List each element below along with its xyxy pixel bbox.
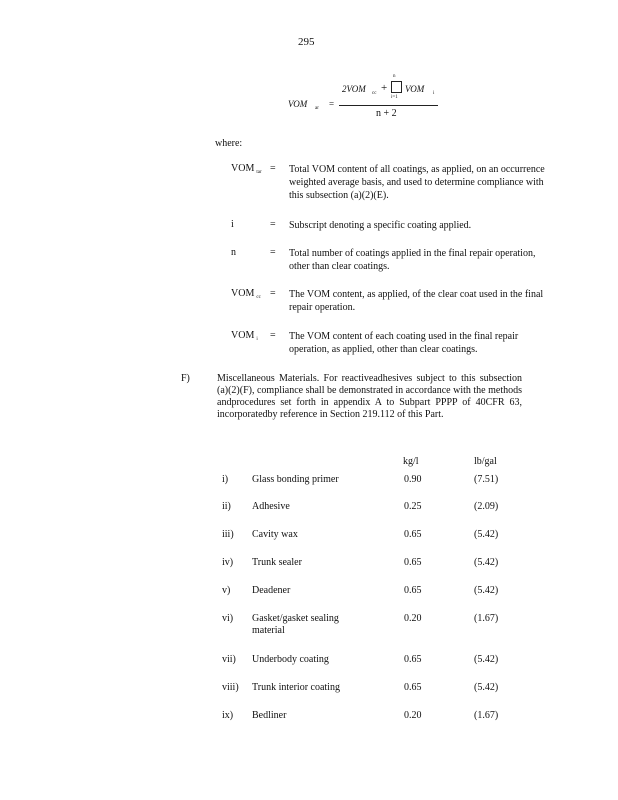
definition-equals: = — [270, 288, 276, 299]
definition-term — [231, 219, 234, 230]
definition-equals: = — [270, 247, 276, 258]
material-name: Cavity wax — [252, 529, 298, 540]
value-lb: (5.42) — [474, 682, 499, 693]
value-lb: (5.42) — [474, 654, 499, 665]
value-kg: 0.65 — [404, 557, 422, 568]
value-kg: 0.65 — [404, 585, 422, 596]
definition-term — [231, 288, 261, 300]
material-name: Glass bonding primer — [252, 474, 339, 485]
term-subscript: cc — [256, 295, 261, 300]
material-name: Gasket/gasket sealing material — [252, 613, 339, 636]
value-kg: 0.65 — [404, 654, 422, 665]
term-subscript: tar — [256, 170, 262, 175]
term-text: VOM — [231, 163, 255, 174]
row-number: vi) — [222, 613, 234, 624]
term-text: i — [231, 219, 234, 230]
fraction-bar — [339, 105, 438, 106]
term-text: VOM — [231, 330, 255, 341]
term-text: n — [231, 247, 236, 258]
definition-equals: = — [270, 219, 276, 230]
definition-text: Total VOM content of all coatings, as applied, on an occurrence weighted average basis, and used to determine compliance with this subsection (a)(2)(E). — [289, 164, 545, 201]
column-header-lb: lb/gal — [474, 456, 497, 467]
row-number: viii) — [222, 682, 239, 693]
definition-text: Total number of coatings applied in the final repair operation, other than clear coatings. — [289, 248, 536, 272]
row-number: v) — [222, 585, 231, 596]
material-name: Deadener — [252, 585, 291, 596]
value-lb: (1.67) — [474, 710, 499, 721]
value-lb: (7.51) — [474, 474, 499, 485]
value-kg: 0.20 — [404, 613, 422, 624]
formula-i-subscript: i — [433, 91, 435, 96]
value-lb: (2.09) — [474, 501, 499, 512]
material-name: Underbody coating — [252, 654, 329, 665]
row-number: iii) — [222, 529, 234, 540]
summation-lower-limit: i=1 — [391, 95, 398, 100]
value-lb: (5.42) — [474, 585, 499, 596]
material-name: Bedliner — [252, 710, 287, 721]
value-kg: 0.90 — [404, 474, 422, 485]
section-f-paragraph: Miscellaneous Materials. For reactiveadhesives subject to this subsection (a)(2)(F), compliance shall be demonstrated in accordance with the methods andprocedures set forth in appendix A to Subpart PPPP of 40CFR 63, incorporatedby reference in Section 219.112 of this Part. — [217, 373, 522, 420]
definition-equals: = — [270, 330, 276, 341]
definition-text: The VOM content, as applied, of the clear coat used in the final repair operation. — [289, 289, 544, 313]
value-kg: 0.65 — [404, 529, 422, 540]
formula-equals: = — [329, 99, 335, 109]
term-text: VOM — [231, 288, 255, 299]
value-kg: 0.20 — [404, 710, 422, 721]
column-header-kg: kg/l — [403, 456, 419, 467]
value-lb: (5.42) — [474, 557, 499, 568]
section-f-label: F) — [181, 373, 190, 384]
row-number: ix) — [222, 710, 234, 721]
formula-lhs-subscript: ar — [315, 106, 319, 111]
summation-symbol-box — [391, 81, 402, 93]
definition-equals: = — [270, 163, 276, 174]
material-name: Trunk interior coating — [252, 682, 340, 693]
row-number: ii) — [222, 501, 231, 512]
term-subscript: i — [256, 337, 258, 342]
row-number: vii) — [222, 654, 236, 665]
summation-upper-limit: n — [393, 74, 396, 79]
material-name: Trunk sealer — [252, 557, 302, 568]
formula-vom-i: VOM — [405, 84, 425, 94]
page-number: 295 — [298, 36, 315, 48]
definition-text: The VOM content of each coating used in the final repair operation, as applied, other than clear coatings. — [289, 331, 519, 355]
material-name: Adhesive — [252, 501, 290, 512]
definition-term — [231, 330, 258, 342]
row-number: iv) — [222, 557, 234, 568]
formula-plus: + — [381, 82, 388, 94]
formula-lhs: VOM — [288, 99, 308, 109]
definition-text: Subscript denoting a specific coating applied. — [289, 220, 472, 231]
value-kg: 0.25 — [404, 501, 422, 512]
value-lb: (5.42) — [474, 529, 499, 540]
value-kg: 0.65 — [404, 682, 422, 693]
where-label: where: — [215, 138, 243, 149]
definition-term — [231, 247, 236, 258]
value-lb: (1.67) — [474, 613, 499, 624]
row-number: i) — [222, 474, 229, 485]
formula-numerator-term: 2VOM — [342, 84, 366, 94]
formula-numerator-subscript: cc — [372, 91, 377, 96]
definition-term — [231, 163, 262, 175]
formula-denominator: n + 2 — [376, 108, 397, 119]
